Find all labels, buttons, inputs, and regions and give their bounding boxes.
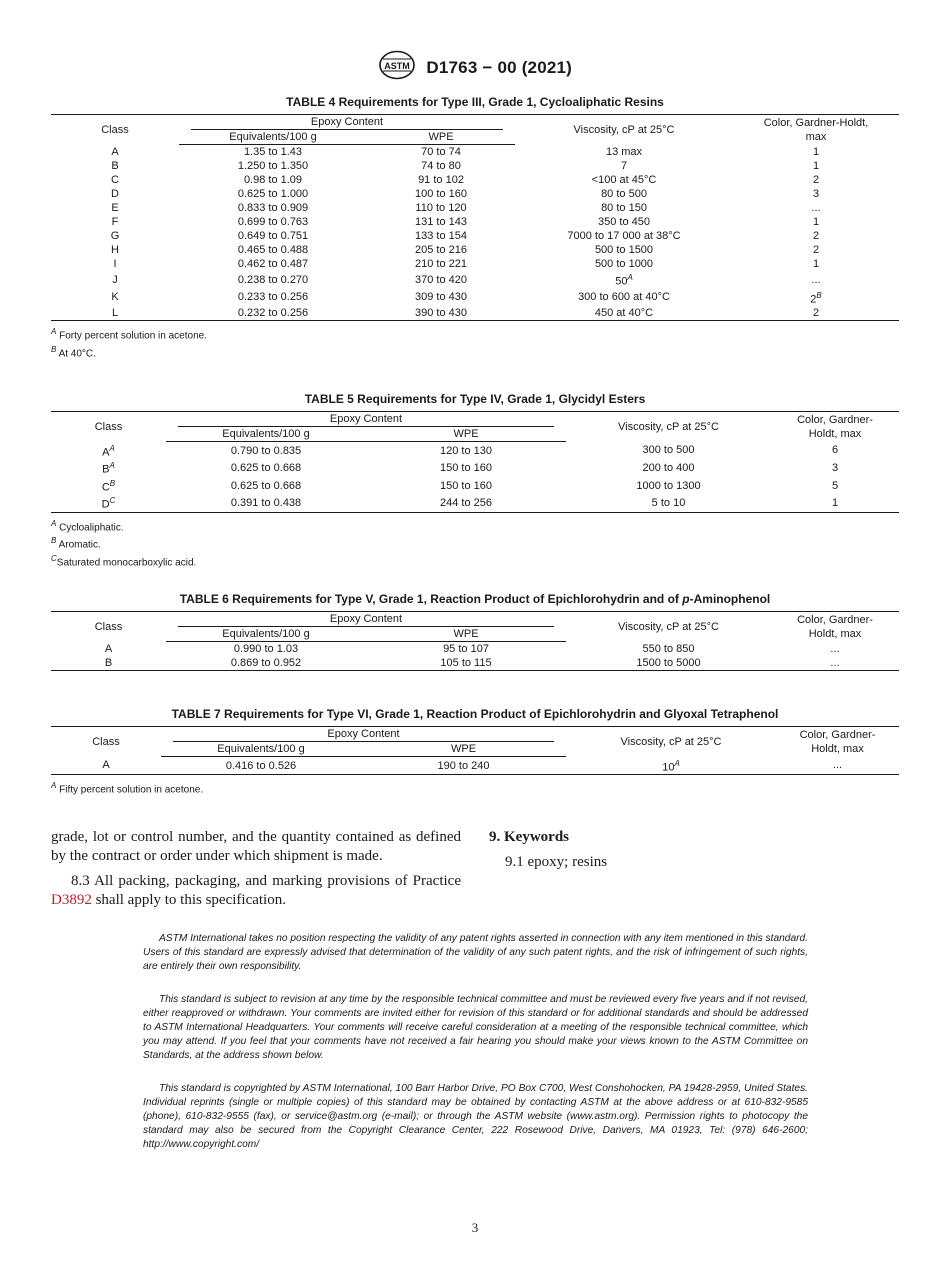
patent-disclaimer: ASTM International takes no position respecting the validity of any patent rights asserted in connection with any item mentioned in this standard. Users of this standard are expressly advised that determination of the validity of any such patent rights, and the risk of infringement of such rights, are entirely their own responsibility.: [143, 933, 808, 972]
table-cell: 2: [733, 306, 899, 321]
table-cell: 244 to 256: [366, 494, 566, 512]
table-6-title: TABLE 6 Requirements for Type V, Grade 1, Reaction Product of Epichlorohydrin and of p-Aminophenol: [179, 592, 771, 606]
table-cell: A: [104, 642, 113, 655]
table-row: [51, 442, 899, 460]
table-row: [51, 215, 899, 229]
table-cell: 300 to 500: [642, 444, 695, 457]
table-cell: 1500 to 5000: [566, 656, 771, 671]
table-cell: 1.35 to 1.43: [243, 146, 303, 158]
col-class-header: Class: [51, 727, 161, 757]
col-equivalents-header: Equivalents/100 g: [166, 427, 366, 442]
table-cell: 150 to 160: [440, 479, 492, 492]
section-8-3-paragraph: 8.3 All packing, packaging, and marking provisions of Practice D3892 shall apply to this specification.: [51, 873, 461, 908]
table-cell: 0.625 to 1.000: [237, 188, 309, 200]
table-cell: H: [111, 244, 119, 256]
table-4-title: TABLE 4 Requirements for Type III, Grade 1, Cycloaliphatic Resins: [286, 95, 664, 109]
table-cell: 1000 to 1300: [636, 479, 701, 492]
table-cell: 309 to 430: [415, 291, 467, 304]
table-cell: 80 to 150: [601, 202, 647, 214]
table-cell: 0.790 to 0.835: [230, 444, 302, 457]
col-class-header: Class: [51, 412, 166, 442]
col-equivalents-header: Equivalents/100 g: [161, 742, 361, 757]
table-row: [51, 229, 899, 243]
table-cell: ...: [811, 202, 821, 214]
table-cell: $A^A$: [102, 443, 115, 459]
col-color-header: Color, Gardner-Holdt, max: [733, 115, 899, 145]
table-cell: 210 to 221: [415, 258, 467, 270]
table-cell: 205 to 216: [415, 244, 467, 256]
table-5-notes: $^A$ Cycloaliphatic. $^B$ Aromatic. $^C$Saturated monocarboxylic acid.: [51, 519, 197, 569]
table-cell: 0.391 to 0.438: [166, 494, 366, 512]
table-5: [51, 411, 899, 513]
table-cell: $2^B$: [810, 290, 822, 306]
table-cell: ...: [771, 656, 899, 671]
table-cell: J: [112, 273, 118, 286]
col-class-header: Class: [51, 115, 179, 145]
table-cell: A: [111, 145, 119, 158]
table-cell: 500 to 1000: [594, 258, 654, 270]
col-color-header: Color, Gardner-Holdt, max: [776, 727, 899, 757]
table-row: [51, 257, 899, 271]
table-cell: 120 to 130: [440, 444, 492, 457]
table-cell: $B^A$: [102, 461, 115, 476]
table-cell: 0.699 to 0.763: [237, 216, 309, 228]
body-left-column: [51, 828, 461, 916]
table-cell: 7000 to 17 000 at 38°C: [567, 230, 681, 242]
table-cell: 190 to 240: [361, 757, 566, 775]
table-cell: $10^A$: [566, 757, 776, 775]
table-cell: 1: [812, 145, 820, 158]
table-4: [51, 114, 899, 321]
table-cell: 7: [620, 160, 628, 172]
table-cell: 200 to 400: [642, 461, 695, 474]
col-epoxy-header: Epoxy Content: [179, 115, 515, 131]
table-row: [51, 494, 899, 512]
table-cell: <100 at 45°C: [591, 174, 657, 186]
table-cell: I: [113, 258, 117, 270]
table-cell: 1: [812, 160, 820, 172]
table-cell: 5: [831, 479, 839, 492]
table-cell: 110 to 120: [415, 202, 467, 214]
table-cell: 1: [771, 494, 899, 512]
table-row: [51, 459, 899, 477]
table-cell: 0.416 to 0.526: [161, 757, 361, 775]
table-row: [51, 271, 899, 289]
col-viscosity-header: Viscosity, cP at 25°C: [566, 412, 771, 442]
table-cell: 0.232 to 0.256: [179, 306, 367, 321]
table-cell: 3: [831, 461, 839, 474]
table-row: [51, 159, 899, 173]
col-viscosity-header: Viscosity, cP at 25°C: [515, 115, 733, 145]
col-color-header: Color, Gardner-Holdt, max: [771, 612, 899, 642]
table-row: [51, 642, 899, 657]
document-designation: D1763 − 00 (2021): [426, 57, 573, 77]
col-epoxy-header: Epoxy Content: [161, 727, 566, 743]
table-6-block: [51, 592, 899, 671]
table-cell: 80 to 500: [601, 188, 647, 200]
table-row: [51, 757, 899, 775]
table-cell: ...: [830, 642, 840, 655]
table-cell: ...: [811, 273, 821, 286]
col-viscosity-header: Viscosity, cP at 25°C: [566, 612, 771, 642]
revision-notice: This standard is subject to revision at any time by the responsible technical committee and must be reviewed every five years and if not revised, either reapproved or withdrawn. Your comments are invited either for revision of this standard or for additional standards and should be addressed to ASTM International Headquarters. Your comments will receive careful consideration at a meeting of the responsible technical committee, which you may attend. If you feel that your comments have not received a fair hearing you should make your views known to the ASTM Committee on Standards, at the address shown below.: [143, 994, 808, 1061]
table-cell: 133 to 154: [415, 230, 467, 242]
col-class-header: Class: [51, 612, 166, 642]
table-cell: ...: [776, 757, 899, 775]
col-equivalents-header: Equivalents/100 g: [166, 627, 366, 642]
table-row: [51, 145, 899, 160]
table-row: [51, 187, 899, 201]
table-5-title: TABLE 5 Requirements for Type IV, Grade 1, Glycidyl Esters: [304, 392, 646, 406]
table-cell: 1.250 to 1.350: [237, 160, 309, 172]
table-cell: E: [111, 202, 119, 214]
table-cell: 105 to 115: [366, 656, 566, 671]
table-row: [51, 173, 899, 187]
table-cell: L: [51, 306, 179, 321]
table-cell: D: [111, 188, 119, 200]
col-color-header: Color, Gardner-Holdt, max: [771, 412, 899, 442]
col-wpe-header: WPE: [361, 742, 566, 757]
table-cell: 0.625 to 0.668: [230, 479, 302, 492]
col-epoxy-header: Epoxy Content: [166, 412, 566, 428]
table-cell: 2: [812, 174, 820, 186]
table-cell: G: [110, 230, 120, 242]
table-cell: 0.869 to 0.952: [166, 656, 366, 671]
col-epoxy-header: Epoxy Content: [166, 612, 566, 628]
table-cell: 350 to 450: [598, 216, 650, 228]
table-cell: 91 to 102: [418, 174, 464, 186]
body-paragraph: grade, lot or control number, and the quantity contained as defined by the contract or order under which shipment is made.: [51, 829, 461, 864]
col-wpe-header: WPE: [367, 130, 515, 145]
table-cell: 0.233 to 0.256: [237, 291, 309, 304]
table-cell: $D^C$: [51, 494, 166, 512]
col-equivalents-header: Equivalents/100 g: [179, 130, 367, 145]
table-row: [51, 477, 899, 495]
table-cell: 150 to 160: [440, 461, 492, 474]
table-cell: 500 to 1500: [594, 244, 654, 256]
table-row: [51, 656, 899, 671]
table-cell: F: [111, 216, 119, 228]
table-cell: C: [111, 174, 119, 186]
table-cell: 1: [812, 258, 820, 270]
body-right-column: [489, 828, 899, 872]
table-cell: 1: [812, 216, 820, 228]
table-cell: 2: [812, 244, 820, 256]
col-wpe-header: WPE: [366, 427, 566, 442]
keywords-heading: 9. Keywords: [489, 829, 569, 845]
table-cell: 100 to 160: [415, 188, 467, 200]
table-row: [51, 243, 899, 257]
table-cell: 0.238 to 0.270: [237, 273, 309, 286]
practice-d3892-link[interactable]: D3892: [51, 892, 92, 908]
table-cell: 370 to 420: [415, 273, 467, 286]
table-5-block: [51, 392, 899, 569]
table-7-title: TABLE 7 Requirements for Type VI, Grade 1, Reaction Product of Epichlorohydrin and Glyoxal Tetraphenol: [171, 707, 779, 721]
table-4-notes: $^A$ Forty percent solution in acetone. $^B$ At 40°C.: [51, 327, 207, 359]
astm-logo-icon: [378, 50, 416, 85]
table-7: [51, 726, 899, 775]
table-cell: A: [51, 757, 161, 775]
table-cell: 390 to 430: [367, 306, 515, 321]
table-4-block: [51, 95, 899, 360]
table-row: [51, 201, 899, 215]
page-number: 3: [471, 1220, 479, 1235]
table-cell: 131 to 143: [415, 216, 467, 228]
page-header: [0, 50, 950, 85]
table-cell: 450 at 40°C: [515, 306, 733, 321]
table-cell: 0.625 to 0.668: [230, 461, 302, 474]
table-cell: 6: [831, 444, 839, 457]
table-cell: 300 to 600 at 40°C: [578, 291, 670, 304]
table-cell: K: [111, 291, 119, 304]
table-cell: $50^A$: [615, 273, 633, 288]
table-cell: $C^B$: [101, 478, 116, 494]
table-cell: 5 to 10: [566, 494, 771, 512]
table-cell: 0.833 to 0.909: [237, 202, 309, 214]
table-cell: 0.990 to 1.03: [233, 643, 299, 655]
table-7-notes: $^A$ Fifty percent solution in acetone.: [51, 781, 204, 796]
table-row: [51, 289, 899, 307]
table-cell: 0.465 to 0.488: [237, 244, 309, 256]
col-wpe-header: WPE: [366, 627, 566, 642]
table-7-block: [51, 707, 899, 796]
copyright-notice: This standard is copyrighted by ASTM International, 100 Barr Harbor Drive, PO Box C700, West Conshohocken, PA 19428-2959, United States. Individual reprints (single or multiple copies) of this standard may be obtained by contacting ASTM at the above address or at 610-832-9585 (phone), 610-832-9555 (fax), or service@astm.org (e-mail); or through the ASTM website (www.astm.org). Permission rights to photocopy the standard may also be secured from the Copyright Clearance Center, 222 Rosewood Drive, Danvers, MA 01923, Tel: (978) 646-2600; http://www.copyright.com/: [143, 1083, 808, 1150]
keywords-text: 9.1 epoxy; resins: [505, 854, 608, 870]
table-cell: 3: [812, 188, 820, 200]
col-viscosity-header: Viscosity, cP at 25°C: [566, 727, 776, 757]
table-cell: 13 max: [605, 145, 643, 158]
table-row: [51, 306, 899, 321]
svg-text:ASTM: ASTM: [384, 61, 410, 71]
table-cell: 70 to 74: [421, 146, 461, 158]
table-cell: 74 to 80: [421, 160, 461, 172]
table-cell: 0.649 to 0.751: [237, 230, 309, 242]
table-cell: 0.462 to 0.487: [237, 258, 309, 270]
table-cell: 0.98 to 1.09: [243, 174, 303, 186]
table-6: [51, 611, 899, 671]
table-cell: B: [111, 160, 119, 172]
table-cell: 550 to 850: [642, 642, 695, 655]
table-cell: 2: [812, 230, 820, 242]
table-cell: B: [51, 656, 166, 671]
table-cell: 95 to 107: [443, 643, 489, 655]
